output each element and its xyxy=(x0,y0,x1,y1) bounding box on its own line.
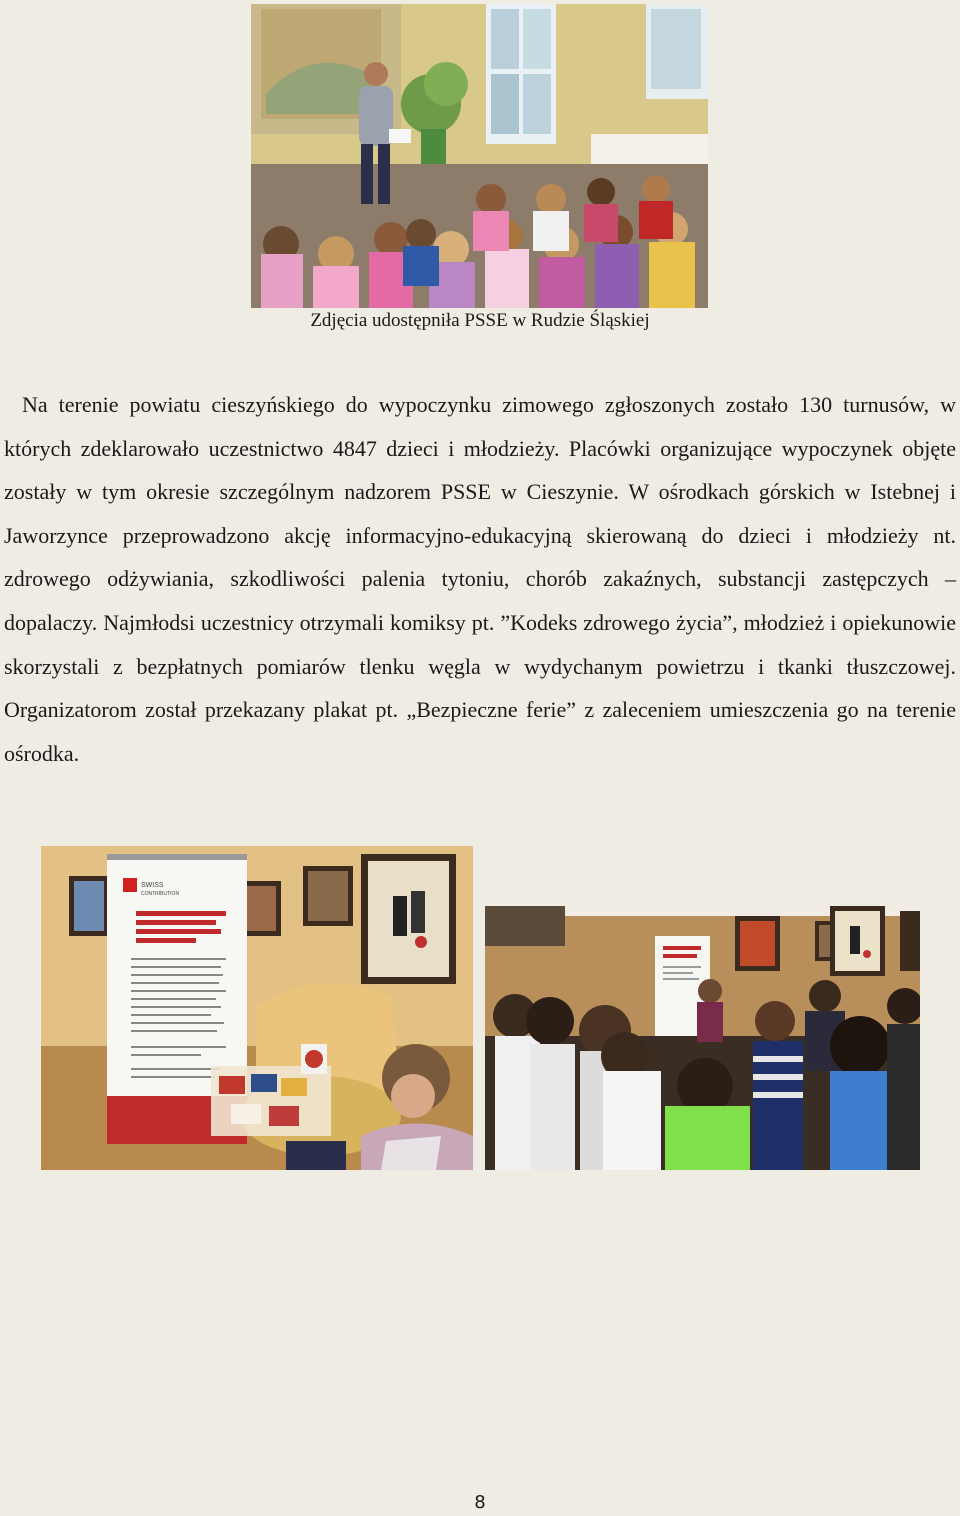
photo-caption: Zdjęcia udostępniła PSSE w Rudzie Śląskiej xyxy=(310,310,650,331)
body-paragraph: Na terenie powiatu cieszyńskiego do wypoczynku zimowego zgłoszonych zostało 130 turnusów, w których zdeklarowało uczestnictwo 4847 dzieci i młodzieży. Placówki organizujące wypoczynek objęte zostały w tym okresie szczególnym nadzorem PSSE w Cieszynie. W ośrodkach górskich w Istebnej i Jaworzynce przeprowadzono akcję informacyjno-edukacyjną skierowaną do dzieci i młodzieży nt. zdrowego odżywiania, szkodliwości palenia tytoniu, chorób zakaźnych, substancji zastępczych – dopalaczy. Najmłodsi uczestnicy otrzymali komiksy pt. ”Kodeks zdrowego życia”, młodzież i opiekunowie skorzystali z bezpłatnych pomiarów tlenku węgla w wydychanym powietrzu i tkanki tłuszczowej. Organizatorom został przekazany plakat pt. „Bezpieczne ferie” z zaleceniem umieszczenia go na terenie ośrodka. xyxy=(4,392,956,766)
svg-text:SWISS: SWISS xyxy=(141,882,164,889)
photo-youth-group xyxy=(485,846,920,1170)
photo-banner-display xyxy=(41,846,473,1170)
photo-classroom xyxy=(251,4,708,308)
page-number: 8 xyxy=(474,1492,486,1513)
svg-text:CONTRIBUTION: CONTRIBUTION xyxy=(141,891,180,897)
